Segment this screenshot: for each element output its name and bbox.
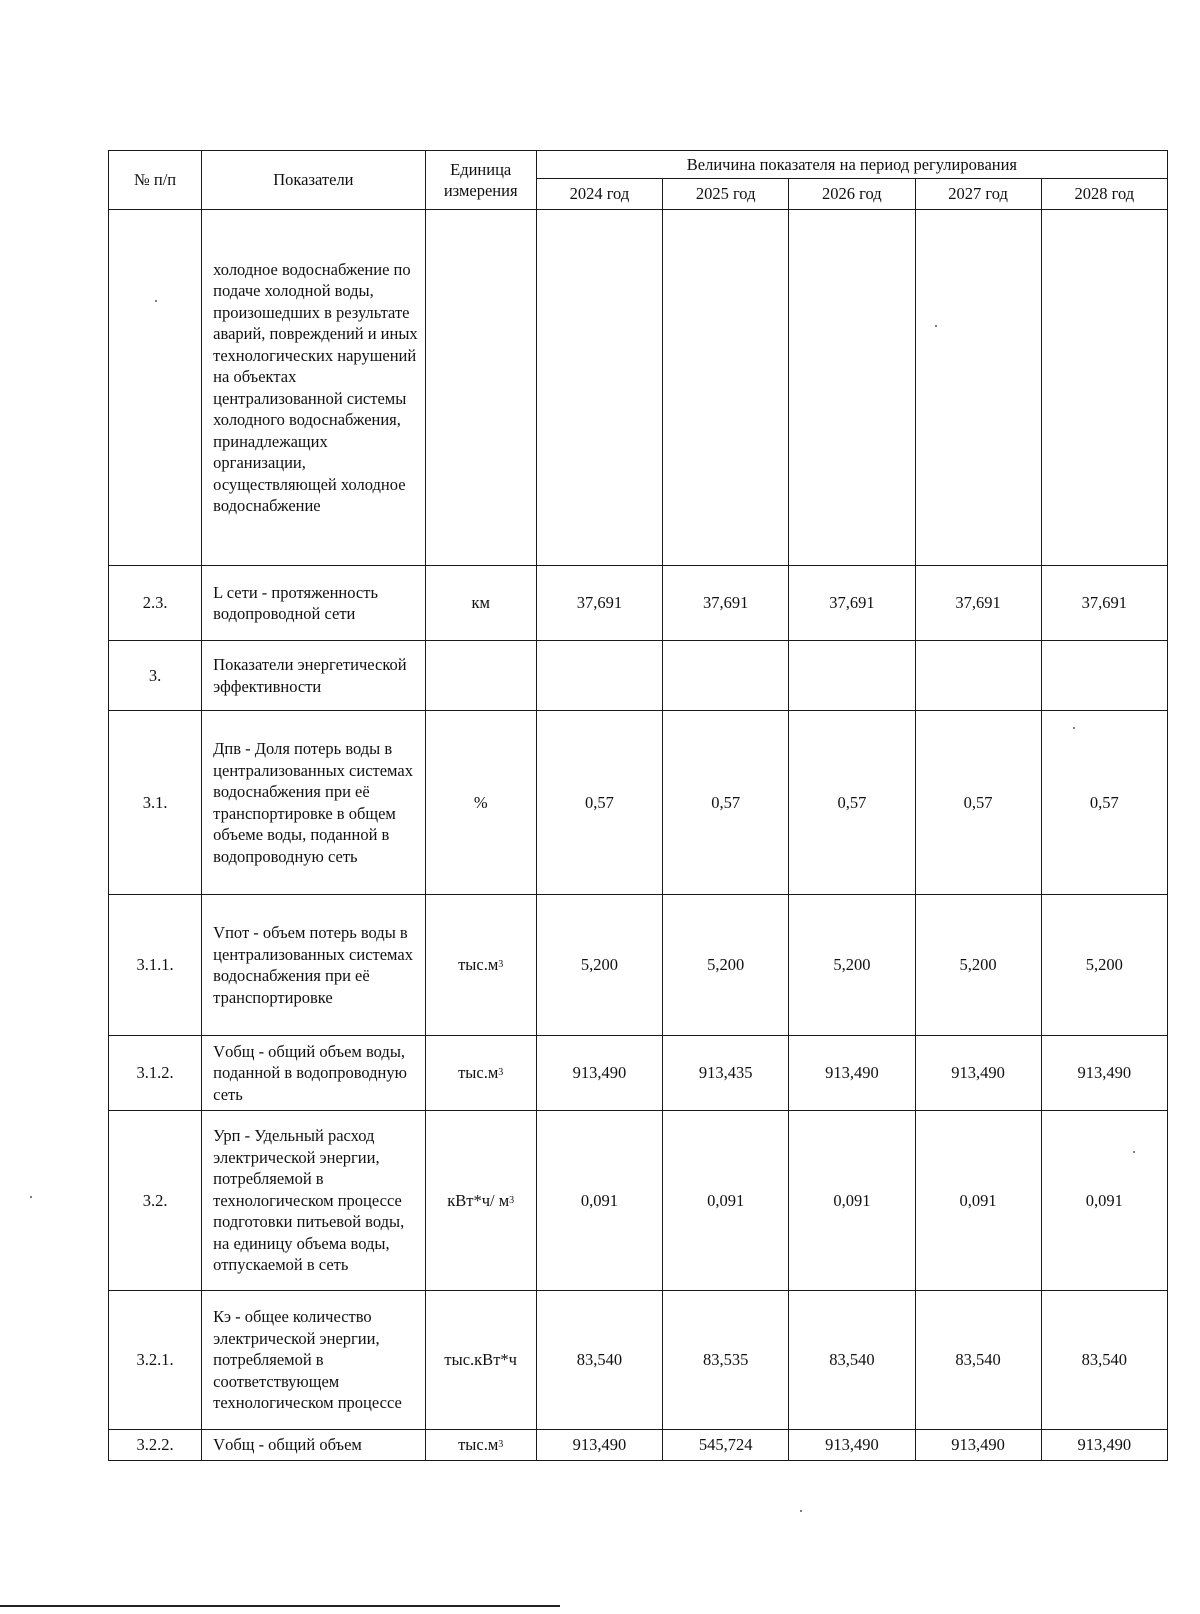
header-no: № п/п (109, 151, 202, 210)
indicator-name: холодное водоснабжение по подаче холодной воды, произошедших в результате аварий, повреждений и иных технологических нарушений на объектах централизованной системы холодного водоснабжения, принадлежащих организации, осуществляющей холодное водоснабжение (202, 210, 425, 566)
row-number: 3.2.2. (109, 1430, 202, 1461)
value-cell: 5,200 (1041, 895, 1167, 1036)
value-cell (915, 210, 1041, 566)
unit-text: км (471, 593, 490, 613)
value-cell (536, 210, 662, 566)
value-cell: 5,200 (789, 895, 915, 1036)
unit-superscript: 3 (498, 1439, 504, 1450)
header-year: 2026 год (789, 179, 915, 210)
table-row (109, 566, 1168, 641)
header-indicators: Показатели (202, 151, 425, 210)
header-unit: Единица измерения (425, 151, 536, 210)
indicator-name: Показатели энергетической эффективности (202, 641, 425, 711)
page-footer-line (0, 1605, 560, 1607)
unit-cell (425, 1111, 536, 1291)
scan-speck (800, 1510, 802, 1512)
indicator-name: Vобщ - общий объем (202, 1430, 425, 1461)
value-cell (663, 210, 789, 566)
indicator-name: Vпот - объем потерь воды в централизованных системах водоснабжения при её транспортировке (202, 895, 425, 1036)
unit-text: % (473, 792, 488, 812)
scan-speck (155, 300, 157, 302)
unit-superscript: 3 (509, 1194, 515, 1206)
value-cell (789, 641, 915, 711)
scan-speck (1073, 727, 1075, 729)
value-cell: 83,540 (1041, 1291, 1167, 1430)
table-row (109, 1111, 1168, 1291)
value-cell (1041, 641, 1167, 711)
unit-text: тыс.кВт*ч (444, 1350, 517, 1370)
value-cell: 0,091 (536, 1111, 662, 1291)
table-row (109, 1291, 1168, 1430)
value-cell: 913,435 (663, 1036, 789, 1111)
table-row (109, 210, 1168, 566)
table-row (109, 1430, 1168, 1461)
value-cell: 913,490 (1041, 1430, 1167, 1461)
table-row (109, 711, 1168, 895)
unit-cell (425, 1291, 536, 1430)
unit-text: кВт*ч/ м (447, 1190, 510, 1210)
value-cell: 913,490 (536, 1430, 662, 1461)
value-cell: 0,091 (1041, 1111, 1167, 1291)
scan-speck (1133, 1151, 1135, 1153)
unit-cell (425, 566, 536, 641)
indicator-name: Дпв - Доля потерь воды в централизованных системах водоснабжения при её транспортировке в общем объеме воды, поданной в водопроводную сеть (202, 711, 425, 895)
header-year: 2028 год (1041, 179, 1167, 210)
header-year: 2025 год (663, 179, 789, 210)
row-number: 3.1. (109, 711, 202, 895)
unit-superscript: 3 (498, 1067, 504, 1079)
unit-cell (425, 1430, 536, 1461)
value-cell: 0,57 (536, 711, 662, 895)
row-number: 3.1.2. (109, 1036, 202, 1111)
value-cell: 37,691 (536, 566, 662, 641)
unit-cell (425, 711, 536, 895)
header-year: 2024 год (536, 179, 662, 210)
value-cell (1041, 210, 1167, 566)
value-cell: 0,091 (789, 1111, 915, 1291)
unit-cell (425, 1036, 536, 1111)
row-number: 3.1.1. (109, 895, 202, 1036)
indicator-name: L сети - протяженность водопроводной сети (202, 566, 425, 641)
value-cell: 37,691 (789, 566, 915, 641)
unit-superscript: 3 (498, 959, 504, 971)
row-number: 2.3. (109, 566, 202, 641)
value-cell: 5,200 (915, 895, 1041, 1036)
indicator-name: Vобщ - общий объем воды, поданной в водопроводную сеть (202, 1036, 425, 1111)
value-cell: 83,540 (789, 1291, 915, 1430)
table-row (109, 1036, 1168, 1111)
value-cell: 5,200 (536, 895, 662, 1036)
table-row (109, 895, 1168, 1036)
value-cell: 0,091 (663, 1111, 789, 1291)
indicators-table (108, 150, 1168, 1461)
value-cell: 913,490 (789, 1036, 915, 1111)
scan-speck (30, 1196, 32, 1198)
value-cell: 0,57 (789, 711, 915, 895)
value-cell: 913,490 (915, 1036, 1041, 1111)
value-cell (789, 210, 915, 566)
value-cell (663, 641, 789, 711)
value-cell: 83,540 (536, 1291, 662, 1430)
row-number: 3.2. (109, 1111, 202, 1291)
value-cell: 0,57 (663, 711, 789, 895)
unit-cell (425, 210, 536, 566)
table-body (109, 210, 1168, 1461)
value-cell: 0,57 (915, 711, 1041, 895)
row-number (109, 210, 202, 566)
value-cell: 83,540 (915, 1291, 1041, 1430)
value-cell: 37,691 (915, 566, 1041, 641)
value-cell: 0,57 (1041, 711, 1167, 895)
value-cell: 913,490 (789, 1430, 915, 1461)
header-year: 2027 год (915, 179, 1041, 210)
header-period: Величина показателя на период регулирования (536, 151, 1167, 179)
value-cell: 0,091 (915, 1111, 1041, 1291)
scan-speck (935, 325, 937, 327)
unit-text: тыс.м (458, 1435, 499, 1454)
unit-text: тыс.м (458, 955, 499, 975)
value-cell (536, 641, 662, 711)
value-cell: 545,724 (663, 1430, 789, 1461)
value-cell: 83,535 (663, 1291, 789, 1430)
value-cell: 913,490 (536, 1036, 662, 1111)
value-cell: 913,490 (915, 1430, 1041, 1461)
unit-cell (425, 641, 536, 711)
unit-text: тыс.м (458, 1063, 499, 1083)
unit-cell (425, 895, 536, 1036)
value-cell (915, 641, 1041, 711)
table-row (109, 641, 1168, 711)
value-cell: 913,490 (1041, 1036, 1167, 1111)
value-cell: 37,691 (663, 566, 789, 641)
row-number: 3.2.1. (109, 1291, 202, 1430)
indicator-name: Урп - Удельный расход электрической энергии, потребляемой в технологическом процессе подготовки питьевой воды, на единицу объема воды, отпускаемой в сеть (202, 1111, 425, 1291)
value-cell: 37,691 (1041, 566, 1167, 641)
value-cell: 5,200 (663, 895, 789, 1036)
row-number: 3. (109, 641, 202, 711)
indicator-name: Кэ - общее количество электрической энергии, потребляемой в соответствующем технологическом процессе (202, 1291, 425, 1430)
